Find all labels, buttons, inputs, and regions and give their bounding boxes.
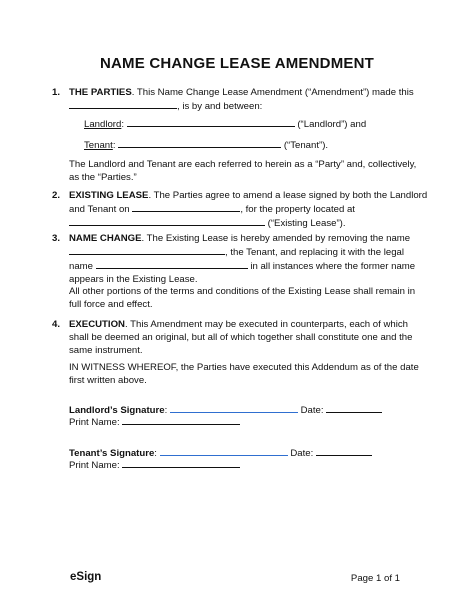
section-execution [52, 318, 428, 357]
print-name-label: Print Name: [69, 417, 120, 428]
landlord-suffix: (“Landlord”) and [297, 119, 367, 130]
property-address-blank[interactable] [69, 216, 265, 226]
section-existing-lease [52, 189, 428, 230]
landlord-date-blank[interactable] [326, 403, 382, 413]
section-text: . This Amendment may be executed in counterparts, each of which shall be deemed an original, but all of which together shall constitute one and the same instrument. [69, 319, 413, 356]
lease-date-blank[interactable] [132, 202, 240, 212]
section-heading: NAME CHANGE [69, 233, 142, 244]
tenant-date-blank[interactable] [316, 446, 372, 456]
landlord-signature-field[interactable] [170, 403, 298, 413]
landlord-line: Landlord: (“Landlord”) and [84, 119, 367, 130]
section-number: 2. [52, 190, 61, 201]
section-text: appears in the Existing Lease. [69, 274, 198, 285]
tenant-print-name-blank[interactable] [122, 458, 240, 468]
tenant-suffix: (“Tenant”). [283, 140, 329, 151]
parties-definition-paragraph: The Landlord and Tenant are each referred to herein as a “Party” and, collectively, as the “Parties.” [69, 159, 417, 183]
print-name-label: Print Name: [69, 460, 120, 471]
tenant-signature-field[interactable] [160, 446, 288, 456]
section-heading: EXISTING LEASE [69, 190, 149, 201]
section-text: and Tenant on [69, 204, 130, 215]
section-text: , the Tenant, and replacing it with the legal [225, 247, 405, 258]
tenant-print-name-line [69, 458, 240, 472]
section-text: , is by and between: [177, 101, 263, 112]
section-heading: THE PARTIES [69, 87, 132, 98]
new-name-blank[interactable] [96, 259, 248, 269]
document-title: NAME CHANGE LEASE AMENDMENT [99, 55, 374, 72]
section-parties [52, 86, 428, 113]
page-number: Page 1 of 1 [350, 573, 400, 584]
tenant-signature-label: Tenant’s Signature [69, 448, 155, 459]
witness-paragraph: IN WITNESS WHEREOF, the Parties have executed this Addendum as of the date first written above. [69, 362, 419, 386]
landlord-label: Landlord [84, 119, 122, 130]
former-name-blank[interactable] [69, 245, 225, 255]
section-heading: EXECUTION [69, 319, 125, 330]
colon: : [164, 405, 168, 416]
landlord-print-name-blank[interactable] [122, 415, 240, 425]
remaining-terms-paragraph: All other portions of the terms and conditions of the Existing Lease shall remain in full force and effect. [69, 286, 416, 310]
landlord-signature-label: Landlord’s Signature [69, 405, 165, 416]
esign-logo: eSign [70, 571, 102, 583]
tenant-line: Tenant: (“Tenant”). [84, 140, 329, 151]
colon: : [154, 448, 157, 459]
tenant-name-blank[interactable] [118, 138, 281, 148]
section-number: 3. [52, 233, 61, 244]
section-text: . The Existing Lease is hereby amended by removing the name [141, 233, 411, 244]
tenant-label: Tenant [84, 140, 113, 151]
section-number: 4. [52, 319, 61, 330]
section-number: 1. [52, 87, 61, 98]
date-blank[interactable] [69, 99, 177, 109]
section-name-change [52, 232, 428, 286]
date-label: Date: [300, 405, 324, 416]
section-text: (“Existing Lease”). [267, 218, 346, 229]
section-text: . The Parties agree to amend a lease signed by both the Landlord [148, 190, 428, 201]
section-text: name [69, 261, 93, 272]
section-text: in all instances where the former name [250, 261, 416, 272]
landlord-name-blank[interactable] [127, 117, 295, 127]
landlord-print-name-line [69, 415, 240, 429]
date-label: Date: [290, 448, 314, 459]
section-text: . This Name Change Lease Amendment (“Amendment”) made this [131, 87, 414, 98]
section-text: , for the property located at [240, 204, 355, 215]
